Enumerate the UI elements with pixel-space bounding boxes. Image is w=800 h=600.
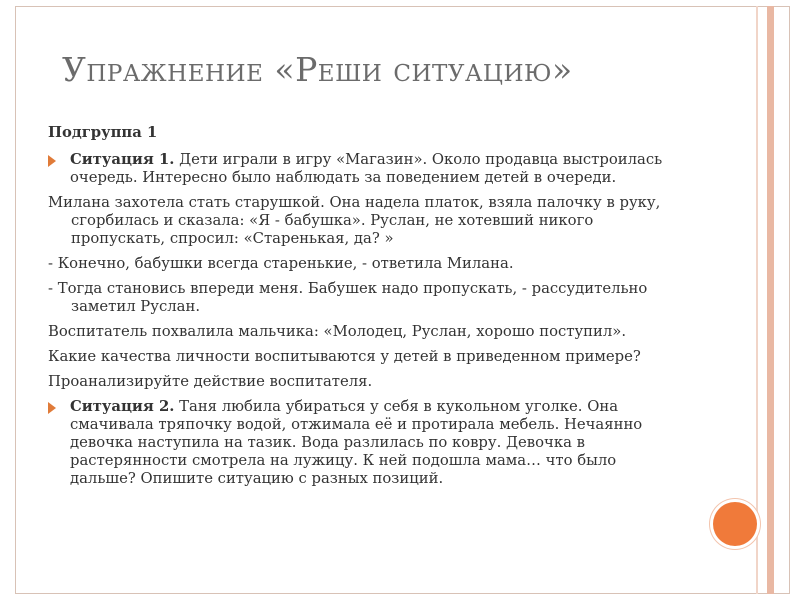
subgroup-heading: Подгруппа 1 [48, 124, 158, 141]
paragraph: - Конечно, бабушки всегда старенькие, - ответила Милана. [48, 255, 514, 272]
slide-body [48, 124, 668, 495]
decorative-stripe [756, 6, 758, 594]
paragraph: Милана захотела стать старушкой. Она надела платок, взяла палочку в руку, сгорбилась и сказала: «Я - бабушка». Руслан, не хотевший никого пропускать, спросил: «Старенькая, да? » [48, 194, 661, 247]
decorative-side-bar [767, 6, 774, 594]
paragraph: Какие качества личности воспитываются у детей в приведенном примере? [48, 348, 641, 365]
decorative-circle [713, 502, 757, 546]
slide-title: Упражнение «Реши ситуацию» [62, 50, 573, 89]
paragraph: - Тогда становись впереди меня. Бабушек надо пропускать, - рассудительно заметил Руслан. [48, 280, 648, 315]
situation-2-item [48, 398, 668, 488]
situation-2-label: Ситуация 2. [70, 398, 175, 415]
paragraph: Проанализируйте действие воспитателя. [48, 373, 373, 390]
situation-1-text: Дети играли в игру «Магазин». Около продавца выстроилась очередь. Интересно было наблюдать за поведением детей в очереди. [70, 151, 663, 186]
situation-2-text: Таня любила убираться у себя в кукольном уголке. Она смачивала тряпочку водой, отжимала её и протирала мебель. Нечаянно девочка наступила на тазик. Вода разлилась по ковру. Девочка в растерянности смотрела на лужицу. К ней подошла мама… что было дальше? Опишите ситуацию с разных позиций. [70, 398, 643, 487]
bullet-arrow-icon [48, 155, 56, 167]
situation-1-label: Ситуация 1. [70, 151, 175, 168]
bullet-arrow-icon [48, 402, 56, 414]
paragraph: Воспитатель похвалила мальчика: «Молодец, Руслан, хорошо поступил». [48, 323, 627, 340]
situation-1-item [48, 151, 668, 187]
